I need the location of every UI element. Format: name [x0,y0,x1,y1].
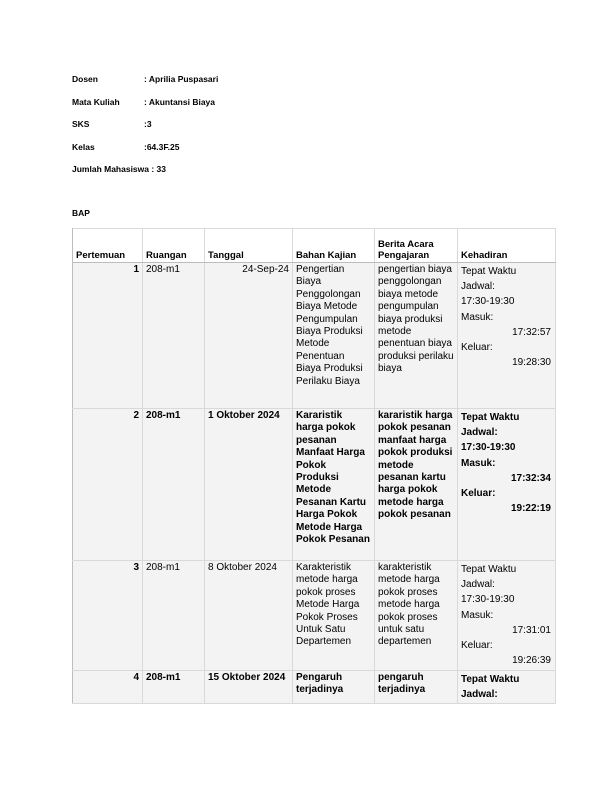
table-header-row [73,229,556,263]
column-header-kehadiran: Kehadiran [458,229,556,263]
keluar-label: Keluar: [461,640,493,652]
berita-acara-cell: pengertian biaya penggolongan biaya metode pengumpulan biaya produksi metode penentuan biaya produksi perilaku biaya [375,263,458,409]
kehadiran-cell [458,671,556,704]
bahan-kajian-cell: Kararistik harga pokok pesanan Manfaat Harga Pokok Produksi Metode Pesanan Kartu Harga Pokok Metode Harga Pokok Pesanan [293,409,375,561]
berita-acara-cell: kararistik harga pokok pesanan manfaat harga pokok produksi metode pesanan kartu harga pokok metode harga pokok pesanan [375,409,458,561]
keluar-label: Keluar: [461,488,496,500]
dosen-value: : Aprilia Puspasari [144,74,219,84]
jadwal-label: Jadwal: [461,689,498,701]
column-header-berita-acara: Berita Acara Pengajaran [375,229,458,263]
status-text: Tepat Waktu [461,266,517,277]
masuk-value: 17:32:34 [510,472,551,484]
bahan-kajian-cell: Karakteristik metode harga pokok proses Metode Harga Pokok Proses Untuk Satu Departemen [293,561,375,671]
masuk-label: Masuk: [461,311,494,323]
ruangan-cell: 208-m1 [143,263,205,409]
keluar-value: 19:28:30 [512,357,551,369]
masuk-label: Masuk: [461,457,496,469]
matakuliah-label: Mata Kuliah [72,97,120,107]
kelas-label: Kelas [72,142,95,152]
kehadiran-cell [458,561,556,671]
column-header-bahan-kajian: Bahan Kajian [293,229,375,263]
matakuliah-value: : Akuntansi Biaya [144,97,216,107]
status-text: Tepat Waktu [461,674,520,685]
keluar-value: 19:22:19 [510,503,551,515]
status-text: Tepat Waktu [461,564,517,575]
bahan-kajian-cell: Pengaruh terjadinya [293,671,375,704]
keluar-value: 19:26:39 [512,655,551,667]
keluar-label: Keluar: [461,342,493,354]
bap-table [72,228,556,704]
jadwal-label: Jadwal: [461,579,495,591]
dosen-label: Dosen [72,74,98,84]
tanggal-cell: 8 Oktober 2024 [205,561,293,671]
pertemuan-cell: 2 [73,409,143,561]
jadwal-label: Jadwal: [461,427,498,439]
table-row [73,561,556,671]
jadwal-value: 17:30-19:30 [461,296,515,308]
tanggal-cell: 24-Sep-24 [205,263,293,409]
jadwal-value: 17:30-19:30 [461,442,516,454]
ruangan-cell: 208-m1 [143,409,205,561]
berita-acara-cell: pengaruh terjadinya [375,671,458,704]
section-title: BAP [72,208,90,218]
ruangan-cell: 208-m1 [143,561,205,671]
masuk-value: 17:32:57 [512,326,551,338]
jadwal-value: 17:30-19:30 [461,594,515,606]
column-header-tanggal: Tanggal [205,229,293,263]
kehadiran-cell [458,409,556,561]
pertemuan-cell: 4 [73,671,143,704]
berita-acara-cell: karakteristik metode harga pokok proses metode harga pokok proses untuk satu departemen [375,561,458,671]
ruangan-cell: 208-m1 [143,671,205,704]
jumlah-mahasiswa-text: Jumlah Mahasiswa : 33 [72,164,167,174]
masuk-label: Masuk: [461,609,494,621]
sks-value: :3 [144,119,152,129]
tanggal-cell: 15 Oktober 2024 [205,671,293,704]
kelas-value: :64.3F.25 [144,142,180,152]
sks-label: SKS [72,119,90,129]
masuk-value: 17:31:01 [512,624,551,636]
status-text: Tepat Waktu [461,412,520,423]
column-header-ruangan: Ruangan [143,229,205,263]
jadwal-label: Jadwal: [461,281,495,293]
table-row [73,263,556,409]
pertemuan-cell: 1 [73,263,143,409]
kehadiran-cell [458,263,556,409]
bahan-kajian-cell: Pengertian Biaya Penggolongan Biaya Metode Pengumpulan Biaya Produksi Metode Penentuan Biaya Produksi Perilaku Biaya [293,263,375,409]
pertemuan-cell: 3 [73,561,143,671]
table-row [73,409,556,561]
table-row [73,671,556,704]
column-header-pertemuan: Pertemuan [73,229,143,263]
tanggal-cell: 1 Oktober 2024 [205,409,293,561]
